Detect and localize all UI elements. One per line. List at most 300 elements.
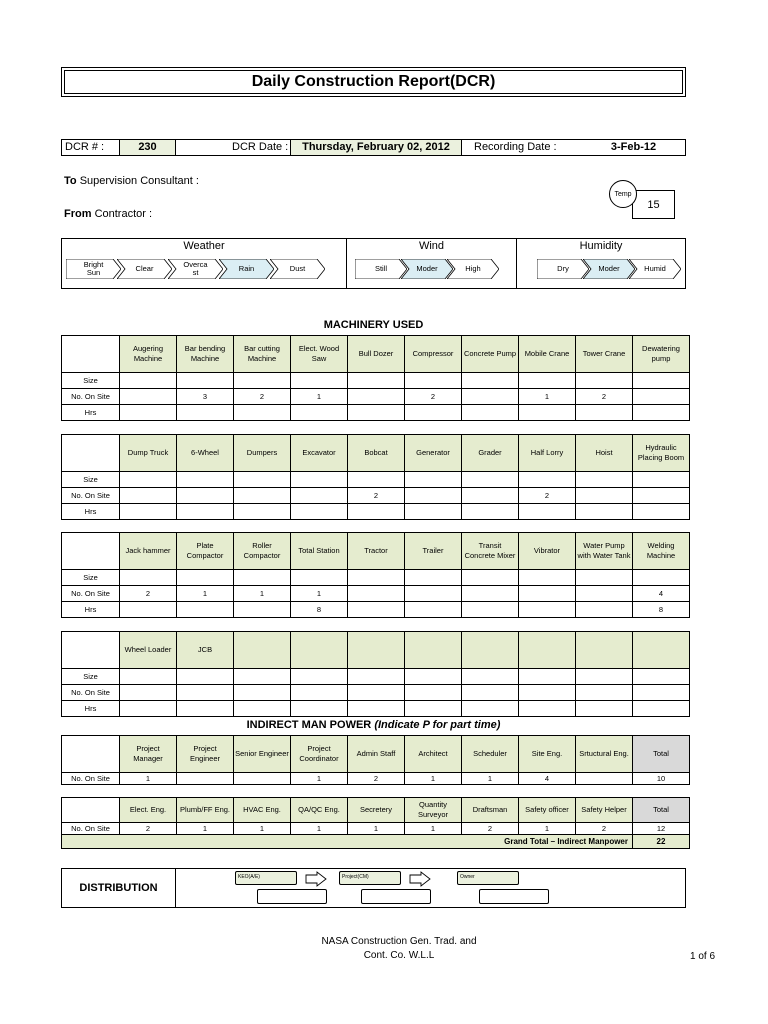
to-prefix: To: [64, 175, 77, 187]
machine-header: Grader: [462, 435, 519, 472]
machine-cell[interactable]: [405, 472, 462, 488]
machine-cell[interactable]: 3: [177, 389, 234, 405]
weather-option-rain[interactable]: [219, 259, 274, 279]
machine-cell[interactable]: [177, 405, 234, 421]
humidity-option-label: Humid: [644, 264, 666, 273]
machine-cell[interactable]: [348, 389, 405, 405]
machine-cell[interactable]: [177, 373, 234, 389]
machine-cell[interactable]: 1: [291, 389, 348, 405]
machine-cell[interactable]: [234, 373, 291, 389]
machine-cell[interactable]: [519, 472, 576, 488]
machine-cell[interactable]: [462, 685, 519, 701]
grand-total-label: Grand Total – Indirect Manpower: [62, 835, 633, 849]
machine-cell[interactable]: [348, 472, 405, 488]
machine-header: [234, 632, 291, 669]
grand-total-row: [62, 835, 690, 849]
machine-header: Tractor: [348, 533, 405, 570]
machine-header: Bar bending Machine: [177, 336, 234, 373]
machine-header: 6-Wheel: [177, 435, 234, 472]
machine-cell[interactable]: [576, 488, 633, 504]
total-value[interactable]: 10: [633, 773, 690, 785]
machine-header: Bobcat: [348, 435, 405, 472]
machine-cell[interactable]: [462, 701, 519, 717]
dcr-info-row: [61, 139, 686, 156]
machine-cell[interactable]: [291, 685, 348, 701]
machine-cell[interactable]: [633, 405, 690, 421]
row-label: Hrs: [62, 504, 120, 520]
humidity-option-humid[interactable]: [629, 259, 681, 279]
machine-cell[interactable]: [120, 602, 177, 618]
from-line: [64, 208, 152, 220]
machine-cell[interactable]: [348, 586, 405, 602]
machine-header: Compressor: [405, 336, 462, 373]
machine-cell[interactable]: 8: [291, 602, 348, 618]
machine-cell[interactable]: [177, 488, 234, 504]
machine-cell[interactable]: [633, 685, 690, 701]
machine-cell[interactable]: [462, 488, 519, 504]
machinery-header-row: [62, 632, 690, 669]
machinery-row-size: [62, 669, 690, 685]
machine-cell[interactable]: [405, 405, 462, 421]
machine-header: Dewatering pump: [633, 336, 690, 373]
machine-cell[interactable]: 2: [519, 488, 576, 504]
weather-option-dust[interactable]: [270, 259, 325, 279]
role-header: Safety Helper: [576, 798, 633, 823]
machine-cell[interactable]: 2: [405, 389, 462, 405]
role-header: Architect: [405, 736, 462, 773]
machine-cell[interactable]: [120, 701, 177, 717]
machine-cell[interactable]: [234, 685, 291, 701]
machine-cell[interactable]: [120, 373, 177, 389]
machine-cell[interactable]: [519, 373, 576, 389]
machine-cell[interactable]: [462, 570, 519, 586]
wind-title: Wind: [418, 240, 445, 252]
machinery-row-no-on-site: [62, 389, 690, 405]
machine-cell[interactable]: 2: [234, 389, 291, 405]
machine-header: Trailer: [405, 533, 462, 570]
manpower-title-main: INDIRECT MAN POWER: [246, 719, 372, 731]
machine-cell[interactable]: [576, 602, 633, 618]
machine-cell[interactable]: [291, 373, 348, 389]
role-header: Secretery: [348, 798, 405, 823]
machine-cell[interactable]: [633, 669, 690, 685]
role-count[interactable]: 1: [348, 823, 405, 835]
dcr-date-label: DCR Date :: [232, 141, 289, 153]
machine-cell[interactable]: [576, 472, 633, 488]
weather-option-clear[interactable]: [117, 259, 172, 279]
machine-cell[interactable]: [177, 570, 234, 586]
option-line-1: Overca: [183, 260, 208, 269]
machine-cell[interactable]: [291, 405, 348, 421]
machine-header: Mobile Crane: [519, 336, 576, 373]
machine-cell[interactable]: [120, 488, 177, 504]
distribution-box-label: Owner: [457, 871, 519, 885]
row-label: Hrs: [62, 602, 120, 618]
company-name: [274, 936, 524, 961]
humidity-title: Humidity: [579, 240, 623, 252]
machinery-row-hrs: [62, 701, 690, 717]
to-line: [64, 175, 199, 187]
machine-cell[interactable]: 8: [633, 602, 690, 618]
machine-cell[interactable]: [120, 685, 177, 701]
machine-header: Hoist: [576, 435, 633, 472]
machine-header: [519, 632, 576, 669]
machine-cell[interactable]: [291, 701, 348, 717]
machine-cell[interactable]: [348, 701, 405, 717]
machine-cell[interactable]: [348, 373, 405, 389]
machine-cell[interactable]: [405, 701, 462, 717]
machine-header: Roller Compactor: [234, 533, 291, 570]
weather-option-label: [239, 265, 254, 273]
machinery-table-1: [61, 335, 690, 421]
machine-cell[interactable]: [348, 405, 405, 421]
machine-cell[interactable]: [234, 504, 291, 520]
machine-header: [348, 632, 405, 669]
machine-cell[interactable]: [633, 701, 690, 717]
machine-cell[interactable]: [633, 488, 690, 504]
humidity-option-label: Dry: [557, 264, 569, 273]
manpower-header-row: [62, 798, 690, 823]
role-count[interactable]: 2: [120, 823, 177, 835]
corner-cell: [62, 533, 120, 570]
distribution-panel: [61, 868, 686, 908]
machine-cell[interactable]: [405, 373, 462, 389]
machine-header: Augering Machine: [120, 336, 177, 373]
machine-cell[interactable]: 2: [348, 488, 405, 504]
corner-cell: [62, 632, 120, 669]
machine-cell[interactable]: 2: [120, 586, 177, 602]
machine-cell[interactable]: [519, 504, 576, 520]
machine-cell[interactable]: [291, 472, 348, 488]
machine-header: Excavator: [291, 435, 348, 472]
machine-cell[interactable]: [405, 570, 462, 586]
wind-option-label: Moder: [416, 264, 438, 273]
role-count[interactable]: 1: [234, 823, 291, 835]
distribution-label: DISTRIBUTION: [62, 869, 176, 907]
machinery-table-3: [61, 532, 690, 618]
page-number: 1 of 6: [690, 951, 716, 962]
wind-option-still[interactable]: [355, 259, 407, 279]
role-count[interactable]: [177, 773, 234, 785]
machine-cell[interactable]: [576, 685, 633, 701]
machine-cell[interactable]: [633, 570, 690, 586]
machine-cell[interactable]: 1: [177, 586, 234, 602]
role-header: Project Manager: [120, 736, 177, 773]
machine-cell[interactable]: [405, 504, 462, 520]
machine-cell[interactable]: [576, 669, 633, 685]
machine-cell[interactable]: [234, 602, 291, 618]
machine-cell[interactable]: [177, 504, 234, 520]
role-header: Admin Staff: [348, 736, 405, 773]
row-label: Size: [62, 472, 120, 488]
role-header: Senior Engineer: [234, 736, 291, 773]
wind-option-label: High: [465, 264, 481, 273]
company-line-1: NASA Construction Gen. Trad. and: [321, 936, 477, 947]
wind-option-label: Still: [374, 264, 388, 273]
to-text: Supervision Consultant :: [79, 175, 199, 187]
dcr-number-value[interactable]: 230: [119, 140, 176, 155]
manpower-header-row: [62, 736, 690, 773]
role-count[interactable]: 2: [576, 823, 633, 835]
machine-header: Concrete Pump: [462, 336, 519, 373]
manpower-row-on-site: [62, 773, 690, 785]
row-label: No. On Site: [62, 488, 120, 504]
role-count[interactable]: 1: [405, 823, 462, 835]
machine-cell[interactable]: [633, 472, 690, 488]
machine-cell[interactable]: [405, 685, 462, 701]
machine-cell[interactable]: [519, 685, 576, 701]
distribution-box: [457, 871, 547, 905]
machine-cell[interactable]: [462, 602, 519, 618]
role-header: Project Engineer: [177, 736, 234, 773]
machine-cell[interactable]: [120, 405, 177, 421]
machine-cell[interactable]: [177, 685, 234, 701]
machine-cell[interactable]: [519, 701, 576, 717]
total-header: Total: [633, 736, 690, 773]
manpower-title: [61, 719, 686, 731]
machine-header: JCB: [177, 632, 234, 669]
manpower-row-on-site: [62, 823, 690, 835]
role-count[interactable]: [576, 773, 633, 785]
machinery-row-no-on-site: [62, 488, 690, 504]
machine-cell[interactable]: [462, 669, 519, 685]
corner-cell: [62, 736, 120, 773]
machine-cell[interactable]: [234, 701, 291, 717]
machine-header: Hydraulic Placing Boom: [633, 435, 690, 472]
machine-cell[interactable]: [519, 570, 576, 586]
role-count[interactable]: 1: [519, 823, 576, 835]
machine-cell[interactable]: [120, 389, 177, 405]
temp-value[interactable]: 15: [632, 190, 675, 219]
option-line-1: Bright: [83, 260, 104, 269]
machine-cell[interactable]: 1: [519, 389, 576, 405]
machine-cell[interactable]: [234, 669, 291, 685]
machine-cell[interactable]: 1: [291, 586, 348, 602]
role-header: Project Coordinator: [291, 736, 348, 773]
machine-cell[interactable]: [291, 570, 348, 586]
machinery-row-hrs: [62, 504, 690, 520]
machine-cell[interactable]: [576, 504, 633, 520]
role-count[interactable]: 1: [291, 773, 348, 785]
machine-cell[interactable]: [291, 669, 348, 685]
machinery-title: MACHINERY USED: [323, 319, 424, 331]
grand-total-value[interactable]: 22: [633, 835, 690, 849]
option-line-1: Dust: [289, 264, 306, 273]
machine-cell[interactable]: [177, 701, 234, 717]
role-count[interactable]: 1: [462, 773, 519, 785]
report-title: Daily Construction Report(DCR): [64, 70, 683, 94]
machine-header: Vibrator: [519, 533, 576, 570]
machine-cell[interactable]: [519, 602, 576, 618]
weather-option-label: [290, 265, 305, 273]
row-label: No. On Site: [62, 685, 120, 701]
machine-cell[interactable]: [462, 586, 519, 602]
machine-cell[interactable]: 4: [633, 586, 690, 602]
machine-cell[interactable]: [234, 472, 291, 488]
machine-cell[interactable]: [120, 570, 177, 586]
machine-header: Total Station: [291, 533, 348, 570]
row-label: Size: [62, 669, 120, 685]
machine-header: [462, 632, 519, 669]
corner-cell: [62, 336, 120, 373]
machine-cell[interactable]: [405, 669, 462, 685]
machinery-header-row: [62, 336, 690, 373]
role-count[interactable]: [234, 773, 291, 785]
row-label: Size: [62, 373, 120, 389]
wind-section: [347, 239, 517, 288]
machine-cell[interactable]: 2: [576, 389, 633, 405]
role-count[interactable]: 1: [120, 773, 177, 785]
role-header: Site Eng.: [519, 736, 576, 773]
machine-cell[interactable]: [462, 373, 519, 389]
machine-header: [576, 632, 633, 669]
machinery-row-hrs: [62, 405, 690, 421]
recording-date-label: Recording Date :: [474, 141, 557, 153]
machine-cell[interactable]: [234, 488, 291, 504]
total-value[interactable]: 12: [633, 823, 690, 835]
machine-header: Welding Machine: [633, 533, 690, 570]
machine-cell[interactable]: [234, 405, 291, 421]
row-label: No. On Site: [62, 823, 120, 835]
machine-cell[interactable]: [348, 685, 405, 701]
row-label: Hrs: [62, 701, 120, 717]
title-box: [61, 67, 686, 97]
distribution-box-label: Project(CM): [339, 871, 401, 885]
machine-cell[interactable]: [519, 669, 576, 685]
machinery-row-size: [62, 472, 690, 488]
machine-header: Transit Concrete Mixer: [462, 533, 519, 570]
row-label: Size: [62, 570, 120, 586]
role-count[interactable]: 2: [348, 773, 405, 785]
role-header: Scheduler: [462, 736, 519, 773]
machine-header: [405, 632, 462, 669]
dcr-date-value[interactable]: Thursday, February 02, 2012: [290, 140, 462, 155]
machine-cell[interactable]: [576, 405, 633, 421]
humidity-section: [517, 239, 685, 288]
weather-option-bright-sun[interactable]: [66, 259, 121, 279]
wind-option-moder[interactable]: [401, 259, 453, 279]
machine-cell[interactable]: 1: [234, 586, 291, 602]
machine-header: Tower Crane: [576, 336, 633, 373]
row-label: Hrs: [62, 405, 120, 421]
machine-cell[interactable]: [462, 504, 519, 520]
role-header: Safety officer: [519, 798, 576, 823]
role-count[interactable]: 2: [462, 823, 519, 835]
machine-cell[interactable]: [462, 389, 519, 405]
machine-cell[interactable]: [177, 602, 234, 618]
distribution-box-label: KEO(A/E): [235, 871, 297, 885]
weather-option-overcast[interactable]: [168, 259, 223, 279]
machine-cell[interactable]: [291, 504, 348, 520]
role-count[interactable]: 1: [291, 823, 348, 835]
machine-header: Dumpers: [234, 435, 291, 472]
arrow-right-icon: [409, 871, 431, 892]
machinery-row-no-on-site: [62, 685, 690, 701]
machine-header: Water Pump with Water Tank: [576, 533, 633, 570]
machine-header: Bull Dozer: [348, 336, 405, 373]
machine-header: [633, 632, 690, 669]
machine-cell[interactable]: [120, 504, 177, 520]
machine-cell[interactable]: [120, 472, 177, 488]
role-header: HVAC Eng.: [234, 798, 291, 823]
wind-option-high[interactable]: [447, 259, 499, 279]
machine-cell[interactable]: [405, 602, 462, 618]
arrow-right-icon: [305, 871, 327, 892]
role-count[interactable]: 1: [177, 823, 234, 835]
machine-cell[interactable]: [177, 669, 234, 685]
machine-cell[interactable]: [348, 504, 405, 520]
from-prefix: From: [64, 208, 92, 220]
dcr-number-label: DCR # :: [65, 141, 105, 153]
row-label: No. On Site: [62, 773, 120, 785]
machine-cell[interactable]: [234, 570, 291, 586]
machine-cell[interactable]: [519, 405, 576, 421]
machine-cell[interactable]: [405, 586, 462, 602]
machine-cell[interactable]: [633, 373, 690, 389]
machine-cell[interactable]: [576, 373, 633, 389]
role-header: Quantity Surveyor: [405, 798, 462, 823]
row-label: No. On Site: [62, 586, 120, 602]
humidity-option-label: Moder: [598, 264, 620, 273]
option-line-1: Clear: [135, 264, 154, 273]
machine-cell[interactable]: [348, 669, 405, 685]
machinery-row-size: [62, 570, 690, 586]
machine-header: Dump Truck: [120, 435, 177, 472]
machine-cell[interactable]: [177, 472, 234, 488]
role-header: QA/QC Eng.: [291, 798, 348, 823]
company-line-2: Cont. Co. W.L.L: [363, 950, 435, 961]
machine-cell[interactable]: [519, 586, 576, 602]
machine-cell[interactable]: [576, 701, 633, 717]
machinery-row-no-on-site: [62, 586, 690, 602]
total-header: Total: [633, 798, 690, 823]
machine-cell[interactable]: [462, 405, 519, 421]
machine-cell[interactable]: [348, 570, 405, 586]
machine-cell[interactable]: [462, 472, 519, 488]
humidity-option-dry[interactable]: [537, 259, 589, 279]
machine-header: Jack hammer: [120, 533, 177, 570]
machinery-row-size: [62, 373, 690, 389]
weather-title: Weather: [183, 240, 225, 252]
manpower-title-note: (Indicate P for part time): [374, 719, 501, 731]
machine-cell[interactable]: [633, 504, 690, 520]
conditions-panel: [61, 238, 686, 289]
role-count[interactable]: 4: [519, 773, 576, 785]
manpower-table1: [61, 735, 690, 785]
machine-cell[interactable]: [291, 488, 348, 504]
from-text: Contractor :: [94, 208, 153, 220]
machine-cell[interactable]: [120, 669, 177, 685]
temp-label: Temp: [609, 180, 637, 208]
machine-cell[interactable]: [348, 602, 405, 618]
weather-section: [62, 239, 347, 288]
machine-cell[interactable]: [576, 570, 633, 586]
option-line-2: Sun: [86, 268, 101, 277]
machinery-table-4: [61, 631, 690, 717]
machine-header: Generator: [405, 435, 462, 472]
distribution-signature-field[interactable]: [479, 889, 549, 904]
row-label: No. On Site: [62, 389, 120, 405]
machine-cell[interactable]: [405, 488, 462, 504]
machine-header: [291, 632, 348, 669]
recording-date-value[interactable]: 3-Feb-12: [610, 141, 657, 153]
role-header: Draftsman: [462, 798, 519, 823]
humidity-option-moder[interactable]: [583, 259, 635, 279]
role-count[interactable]: 1: [405, 773, 462, 785]
machine-cell[interactable]: [633, 389, 690, 405]
machine-cell[interactable]: [576, 586, 633, 602]
machinery-table-2: [61, 434, 690, 520]
